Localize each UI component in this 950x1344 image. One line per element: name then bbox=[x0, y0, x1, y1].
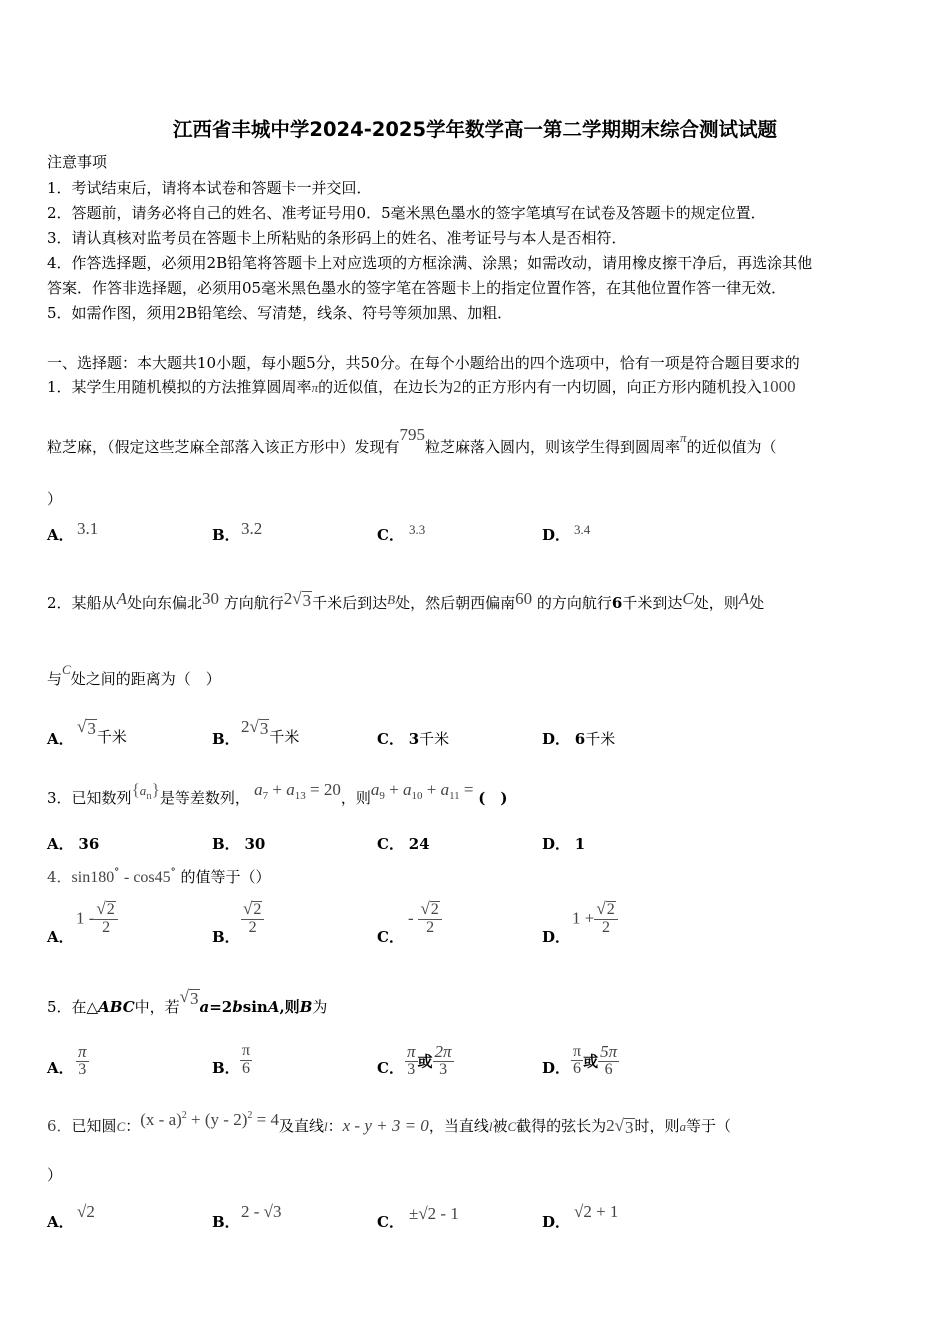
question-number: 3． bbox=[47, 789, 72, 807]
note-item-4: 4．作答选择题，必须用2B铅笔将答题卡上对应选项的方框涂满、涂黑；如需改动，请用橡皮擦干净后，再选涂其他 bbox=[47, 254, 813, 272]
q6-option-b-value: 2 - √3 bbox=[241, 1202, 282, 1221]
q3-option-b[interactable]: B． 30 bbox=[212, 835, 266, 853]
sqrt-sign: √ 3 bbox=[179, 987, 199, 1008]
q5-option-a-value: $\frac{\pi}{3}$ bbox=[78, 1042, 87, 1078]
condition-expr: $a_7 + a_{13} = 20$ bbox=[254, 780, 341, 802]
q1-option-a-value: 3.1 bbox=[77, 519, 99, 538]
q6-option-d-value: √2 + 1 bbox=[574, 1202, 619, 1221]
sequence-an: $\{a_n\}$ bbox=[131, 780, 160, 802]
q5-option-c-value: $\frac{\pi}{3}$ 或 $\frac{2\pi}{3}$ bbox=[407, 1042, 452, 1078]
line-equation: x - y + 3 = 0 bbox=[342, 1116, 429, 1135]
q4-option-d[interactable]: D． bbox=[542, 928, 571, 946]
question-number: 4． bbox=[47, 868, 72, 886]
q4-option-d-value: 1 + √ 2 2 bbox=[572, 900, 618, 937]
note-item-4-cont: 答案．作答非选择题，必须用05毫米黑色墨水的签字笔在答题卡上的指定位置作答，在其他位置作答一律无效． bbox=[47, 279, 787, 297]
q5-option-c[interactable]: C． bbox=[377, 1059, 404, 1077]
question-2-line-1: 2．某船从A处向东偏北30 方向航行2 √ 3 千米后到达B处，然后朝西偏南60 的方向航行6千米到达C处，则A处 bbox=[47, 589, 765, 612]
q6-option-a-value: √2 bbox=[77, 1202, 95, 1221]
question-number: 5． bbox=[47, 998, 72, 1016]
q4-option-a-value: 1 - √ 2 2 bbox=[76, 900, 118, 937]
q2-option-b[interactable]: B． bbox=[212, 730, 240, 748]
question-number: 2． bbox=[47, 594, 72, 612]
q6-option-c-value: ±√2 - 1 bbox=[409, 1204, 459, 1223]
question-number: 6． bbox=[47, 1117, 72, 1135]
question-2-line-2: 与C处之间的距离为（ ） bbox=[47, 662, 221, 688]
q1-option-b-value: 3.2 bbox=[241, 519, 263, 538]
q2-option-d[interactable]: D． 6千米 bbox=[542, 730, 616, 748]
q1-option-d-value: 3.4 bbox=[574, 522, 591, 537]
q2-option-c[interactable]: C． 3千米 bbox=[377, 730, 450, 748]
question-1-line-2: 粒芝麻，（假定这些芝麻全部落入该正方形中）发现有795粒芝麻落入圆内，则该学生得到圆周率π的近似值为（ bbox=[47, 425, 777, 456]
q6-option-a[interactable]: A． bbox=[47, 1213, 74, 1231]
note-item-2: 2．答题前，请务必将自己的姓名、准考证号用0．5毫米黑色墨水的签字笔填写在试卷及答题卡的规定位置． bbox=[47, 204, 766, 222]
question-5-line: 5．在△ABC中，若 √ 3 a=2bsinA,则B为 bbox=[47, 987, 328, 1016]
q6-option-b[interactable]: B． bbox=[212, 1213, 240, 1231]
question-4-line: 4．sin180° - cos45° 的值等于（） bbox=[47, 867, 271, 886]
section-heading: 一、选择题：本大题共10小题，每小题5分，共50分。在每个小题给出的四个选项中，恰有一项是符合题目要求的 bbox=[47, 354, 800, 372]
q1-option-c[interactable]: C． bbox=[377, 526, 404, 544]
q4-option-b-value: √ 2 2 bbox=[241, 900, 264, 937]
q5-option-b-value: $\frac{\pi}{6}$ bbox=[242, 1042, 251, 1077]
question-1-line-3: ） bbox=[47, 490, 63, 508]
question-number: 1． bbox=[47, 378, 72, 396]
q2-option-b-value: 2 √ 3 千米 bbox=[241, 717, 300, 746]
q3-option-c[interactable]: C． 24 bbox=[377, 835, 430, 853]
question-3-line: 3．已知数列$\{a_n\}$是等差数列， $a_7 + a_{13} = 20$，则$a_9 + a_{10} + a_{11}$ = ( ) bbox=[47, 780, 508, 807]
q1-option-a[interactable]: A． bbox=[47, 526, 74, 544]
q4-option-c[interactable]: C． bbox=[377, 928, 404, 946]
q1-option-d[interactable]: D． bbox=[542, 526, 571, 544]
note-item-1: 1．考试结束后，请将本试卷和答题卡一并交回． bbox=[47, 179, 372, 197]
q5-option-d[interactable]: D． bbox=[542, 1059, 571, 1077]
q1-option-c-value: 3.3 bbox=[409, 522, 426, 537]
q1-option-b[interactable]: B． bbox=[212, 526, 240, 544]
q4-option-b[interactable]: B． bbox=[212, 928, 240, 946]
q5-option-b[interactable]: B． bbox=[212, 1059, 240, 1077]
question-6-line-2: ） bbox=[47, 1166, 63, 1184]
sqrt-sign: √ 3 bbox=[292, 589, 312, 610]
q4-option-a[interactable]: A． bbox=[47, 928, 74, 946]
q2-option-a-value: √ 3 千米 bbox=[77, 717, 127, 746]
q6-option-d[interactable]: D． bbox=[542, 1213, 571, 1231]
q4-option-c-value: - √ 2 2 bbox=[408, 900, 442, 937]
page-title: 江西省丰城中学2024-2025学年数学高一第二学期期末综合测试试题 bbox=[172, 118, 778, 141]
q3-option-d[interactable]: D． 1 bbox=[542, 835, 586, 853]
circle-equation: (x - a)$^2$ + (y - 2)$^2$ = 4 bbox=[140, 1110, 279, 1129]
target-expr: $a_9 + a_{10} + a_{11}$ = bbox=[370, 780, 474, 802]
q5-option-a[interactable]: A． bbox=[47, 1059, 74, 1077]
notes-heading: 注意事项 bbox=[47, 153, 108, 171]
question-6-line-1: 6．已知圆C：(x - a)$^2$ + (y - 2)$^2$ = 4及直线l：x - y + 3 = 0，当直线l被C截得的弦长为2 √ 3 时，则a等于（ bbox=[47, 1110, 732, 1137]
q5-option-d-value: $\frac{\pi}{6}$ 或 $\frac{5\pi}{6}$ bbox=[573, 1042, 618, 1078]
sqrt-sign: √ 3 bbox=[614, 1116, 634, 1137]
note-item-5: 5．如需作图，须用2B铅笔绘、写清楚，线条、符号等须加黑、加粗． bbox=[47, 304, 513, 322]
question-1-line-1: 1．某学生用随机模拟的方法推算圆周率π的近似值，在边长为2的正方形内有一内切圆，向正方形内随机投入1000 bbox=[47, 377, 796, 396]
note-item-3: 3．请认真核对监考员在答题卡上所粘贴的条形码上的姓名、准考证号与本人是否相符． bbox=[47, 229, 627, 247]
q3-option-a[interactable]: A． 36 bbox=[47, 835, 100, 853]
q6-option-c[interactable]: C． bbox=[377, 1213, 404, 1231]
q2-option-a[interactable]: A． bbox=[47, 730, 74, 748]
